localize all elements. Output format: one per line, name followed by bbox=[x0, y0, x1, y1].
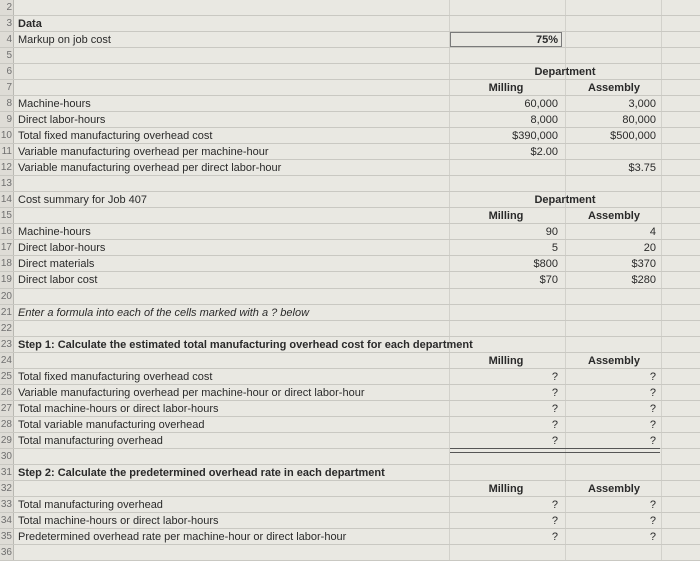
row-label[interactable]: Markup on job cost bbox=[18, 34, 111, 47]
milling-value[interactable]: $2.00 bbox=[530, 146, 558, 159]
sheet-row bbox=[0, 160, 700, 176]
row-number: 7 bbox=[0, 80, 14, 95]
assembly-formula-cell[interactable]: ? bbox=[649, 530, 656, 543]
assembly-header: Assembly bbox=[588, 482, 640, 495]
row-number: 9 bbox=[0, 112, 14, 127]
sheet-row bbox=[0, 481, 700, 497]
row-number: 29 bbox=[0, 433, 14, 448]
row-label[interactable]: Direct labor-hours bbox=[18, 114, 106, 127]
row-number: 24 bbox=[0, 353, 14, 368]
sheet-row bbox=[0, 401, 700, 417]
sheet-row bbox=[0, 353, 700, 369]
row-number: 23 bbox=[0, 337, 14, 352]
milling-formula-cell[interactable]: ? bbox=[551, 370, 558, 383]
row-number: 30 bbox=[0, 449, 14, 464]
row-number: 36 bbox=[0, 545, 14, 560]
row-number: 5 bbox=[0, 48, 14, 63]
milling-value[interactable]: $70 bbox=[539, 274, 558, 287]
milling-header: Milling bbox=[488, 354, 524, 367]
assembly-value[interactable]: 3,000 bbox=[628, 98, 656, 111]
row-label[interactable]: Total manufacturing overhead bbox=[18, 434, 163, 447]
row-number: 25 bbox=[0, 369, 14, 384]
sheet-row bbox=[0, 224, 700, 240]
sheet-row bbox=[0, 0, 700, 16]
row-number: 4 bbox=[0, 32, 14, 47]
milling-formula-cell[interactable]: ? bbox=[551, 402, 558, 415]
milling-value[interactable]: 5 bbox=[551, 242, 558, 255]
row-label[interactable]: Machine-hours bbox=[18, 226, 91, 239]
assembly-formula-cell[interactable]: ? bbox=[649, 418, 656, 431]
row-label[interactable]: Predetermined overhead rate per machine-hour or direct labor-hour bbox=[18, 530, 347, 543]
milling-value[interactable]: $390,000 bbox=[512, 130, 558, 143]
milling-formula-cell[interactable]: ? bbox=[551, 386, 558, 399]
markup-cell-border bbox=[450, 32, 562, 47]
sheet-row bbox=[0, 289, 700, 305]
milling-value[interactable]: 60,000 bbox=[524, 98, 558, 111]
assembly-formula-cell[interactable]: ? bbox=[649, 370, 656, 383]
row-label[interactable]: Variable manufacturing overhead per machine-hour or direct labor-hour bbox=[18, 386, 365, 399]
row-number: 16 bbox=[0, 224, 14, 239]
assembly-value[interactable]: $500,000 bbox=[610, 130, 656, 143]
row-number: 19 bbox=[0, 272, 14, 287]
sheet-row bbox=[0, 417, 700, 433]
assembly-value[interactable]: 80,000 bbox=[622, 114, 656, 127]
row-label[interactable]: Step 1: Calculate the estimated total manufacturing overhead cost for each department bbox=[18, 338, 473, 351]
row-number: 3 bbox=[0, 16, 14, 31]
row-number: 28 bbox=[0, 417, 14, 432]
milling-value[interactable]: 90 bbox=[545, 226, 558, 239]
row-label[interactable]: Variable manufacturing overhead per machine-hour bbox=[18, 146, 269, 159]
sheet-row bbox=[0, 305, 700, 321]
row-number: 17 bbox=[0, 240, 14, 255]
sheet-row bbox=[0, 208, 700, 224]
row-number: 15 bbox=[0, 208, 14, 223]
sheet-row bbox=[0, 529, 700, 545]
row-number: 35 bbox=[0, 529, 14, 544]
sheet-row bbox=[0, 96, 700, 112]
row-label[interactable]: Data bbox=[18, 18, 42, 31]
milling-formula-cell[interactable]: ? bbox=[551, 530, 558, 543]
sheet-row bbox=[0, 256, 700, 272]
row-number: 8 bbox=[0, 96, 14, 111]
row-label[interactable]: Total manufacturing overhead bbox=[18, 498, 163, 511]
milling-header: Milling bbox=[488, 210, 524, 223]
row-number: 33 bbox=[0, 497, 14, 512]
milling-header: Milling bbox=[488, 82, 524, 95]
milling-formula-cell[interactable]: ? bbox=[551, 514, 558, 527]
sheet-row bbox=[0, 176, 700, 192]
row-label[interactable]: Enter a formula into each of the cells marked with a ? below bbox=[18, 306, 310, 319]
milling-value[interactable]: 75% bbox=[535, 34, 558, 47]
milling-value[interactable]: 8,000 bbox=[530, 114, 558, 127]
sheet-row bbox=[0, 513, 700, 529]
sheet-row bbox=[0, 449, 700, 465]
sheet-row bbox=[0, 545, 700, 561]
department-header: Department bbox=[534, 66, 596, 79]
row-number: 6 bbox=[0, 64, 14, 79]
row-label[interactable]: Total machine-hours or direct labor-hours bbox=[18, 514, 219, 527]
assembly-formula-cell[interactable]: ? bbox=[649, 498, 656, 511]
row-number: 31 bbox=[0, 465, 14, 480]
row-label[interactable]: Direct materials bbox=[18, 258, 95, 271]
assembly-value[interactable]: $3.75 bbox=[628, 162, 656, 175]
milling-value[interactable]: $800 bbox=[533, 258, 558, 271]
row-number: 27 bbox=[0, 401, 14, 416]
milling-header: Milling bbox=[488, 482, 524, 495]
sheet-row bbox=[0, 112, 700, 128]
row-number: 22 bbox=[0, 321, 14, 336]
sheet-row bbox=[0, 32, 700, 48]
row-label[interactable]: Variable manufacturing overhead per direct labor-hour bbox=[18, 162, 282, 175]
milling-formula-cell[interactable]: ? bbox=[551, 498, 558, 511]
row-number: 13 bbox=[0, 176, 14, 191]
assembly-value[interactable]: $370 bbox=[631, 258, 656, 271]
sheet-row bbox=[0, 385, 700, 401]
assembly-formula-cell[interactable]: ? bbox=[649, 386, 656, 399]
sheet-row bbox=[0, 80, 700, 96]
sheet-row bbox=[0, 16, 700, 32]
sheet-row bbox=[0, 497, 700, 513]
sheet-row bbox=[0, 433, 700, 449]
sheet-row bbox=[0, 465, 700, 481]
assembly-header: Assembly bbox=[588, 82, 640, 95]
row-number: 14 bbox=[0, 192, 14, 207]
row-number: 20 bbox=[0, 289, 14, 304]
assembly-formula-cell[interactable]: ? bbox=[649, 402, 656, 415]
sheet-row bbox=[0, 128, 700, 144]
sheet-row bbox=[0, 272, 700, 288]
assembly-value[interactable]: $280 bbox=[631, 274, 656, 287]
sheet-row bbox=[0, 369, 700, 385]
row-label[interactable]: Direct labor cost bbox=[18, 274, 98, 287]
row-label[interactable]: Cost summary for Job 407 bbox=[18, 194, 147, 207]
row-number: 26 bbox=[0, 385, 14, 400]
sheet-row bbox=[0, 192, 700, 208]
row-label[interactable]: Direct labor-hours bbox=[18, 242, 106, 255]
milling-formula-cell[interactable]: ? bbox=[551, 434, 558, 447]
sheet-row bbox=[0, 337, 700, 353]
row-number: 11 bbox=[0, 144, 14, 159]
assembly-value[interactable]: 4 bbox=[649, 226, 656, 239]
milling-formula-cell[interactable]: ? bbox=[551, 418, 558, 431]
row-label[interactable]: Step 2: Calculate the predetermined overhead rate in each department bbox=[18, 466, 385, 479]
sheet-row bbox=[0, 64, 700, 80]
sheet-row bbox=[0, 321, 700, 337]
sheet-row bbox=[0, 240, 700, 256]
row-label[interactable]: Total fixed manufacturing overhead cost bbox=[18, 370, 213, 383]
row-number: 2 bbox=[0, 0, 14, 15]
assembly-header: Assembly bbox=[588, 354, 640, 367]
row-label[interactable]: Total fixed manufacturing overhead cost bbox=[18, 130, 213, 143]
department-header: Department bbox=[534, 194, 596, 207]
assembly-formula-cell[interactable]: ? bbox=[649, 514, 656, 527]
row-label[interactable]: Total variable manufacturing overhead bbox=[18, 418, 205, 431]
row-label[interactable]: Total machine-hours or direct labor-hours bbox=[18, 402, 219, 415]
row-label[interactable]: Machine-hours bbox=[18, 98, 91, 111]
row-number: 10 bbox=[0, 128, 14, 143]
row-number: 12 bbox=[0, 160, 14, 175]
assembly-formula-cell[interactable]: ? bbox=[649, 434, 656, 447]
sheet-row bbox=[0, 48, 700, 64]
row-number: 18 bbox=[0, 256, 14, 271]
assembly-value[interactable]: 20 bbox=[643, 242, 656, 255]
row-number: 34 bbox=[0, 513, 14, 528]
sheet-row bbox=[0, 144, 700, 160]
assembly-header: Assembly bbox=[588, 210, 640, 223]
row-number: 21 bbox=[0, 305, 14, 320]
row-number: 32 bbox=[0, 481, 14, 496]
